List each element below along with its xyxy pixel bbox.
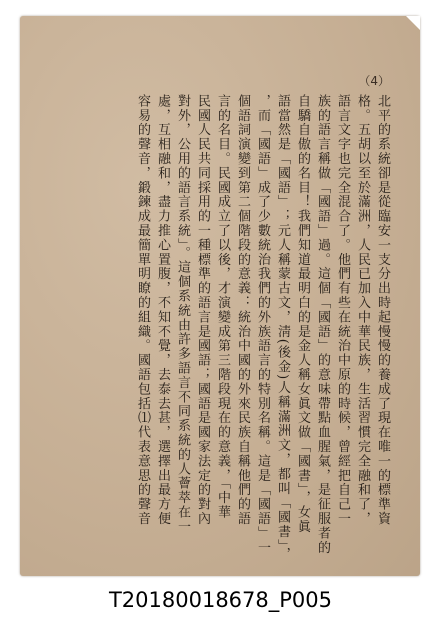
torn-corner <box>406 16 420 30</box>
text-column: 容易的聲音，鍛鍊成最簡單明瞭的組織。國語包括⑴代表意思的聲音 <box>135 94 150 526</box>
text-column: 北平的系統卻是從臨安一支分出時起慢慢的養成了現在唯一的標準資 <box>375 94 390 526</box>
scanned-page <box>20 16 420 576</box>
page-number: （4） <box>358 74 390 88</box>
text-column: 自驕自傲的名目！我們知道最明白的是金人稱女眞文做「國書」，女眞 <box>295 94 310 534</box>
text-column: 個語詞演變到第二個階段的意義：統治中國的外來民族自稱他們的語 <box>235 94 250 526</box>
text-column: 言的名目。民國成立了以後，才演變成第三階段現在的意義，「中華 <box>215 94 230 520</box>
image-caption: T20180018678_P005 <box>108 588 333 612</box>
text-column: 對外，公用的語言系統」。這個系統由許多語言不同系統的人薈萃在一 <box>175 94 190 534</box>
text-column: 格。五胡以至於滿洲，人民已加入中華民族，生活習慣完全融和了， <box>355 94 370 526</box>
text-column: 語當然是「國語」；元人稱蒙古文，淸(後金)人稱滿洲文，都叫「國書」， <box>275 94 290 562</box>
vertical-text-body <box>68 94 392 562</box>
text-column: 語言文字也完全混合了。他們有些在統治中原的時候，曾經把自己一 <box>335 94 350 526</box>
text-column: 民國人民共同採用的一種標準的語言是國語；國語是國家法定的對內 <box>195 94 210 526</box>
text-column: ，而「國語」成了少數統治我們的外族語言的特別名稱。這是「國語」一 <box>255 94 270 555</box>
text-column: 族的語言稱做「國語」過。這個「國語」的意味帶點血腥氣，是征服者的 <box>315 94 330 555</box>
text-column: 處，互相融和，盡力推心置腹，不知不覺，去泰去甚，選擇出最方便 <box>155 94 170 526</box>
